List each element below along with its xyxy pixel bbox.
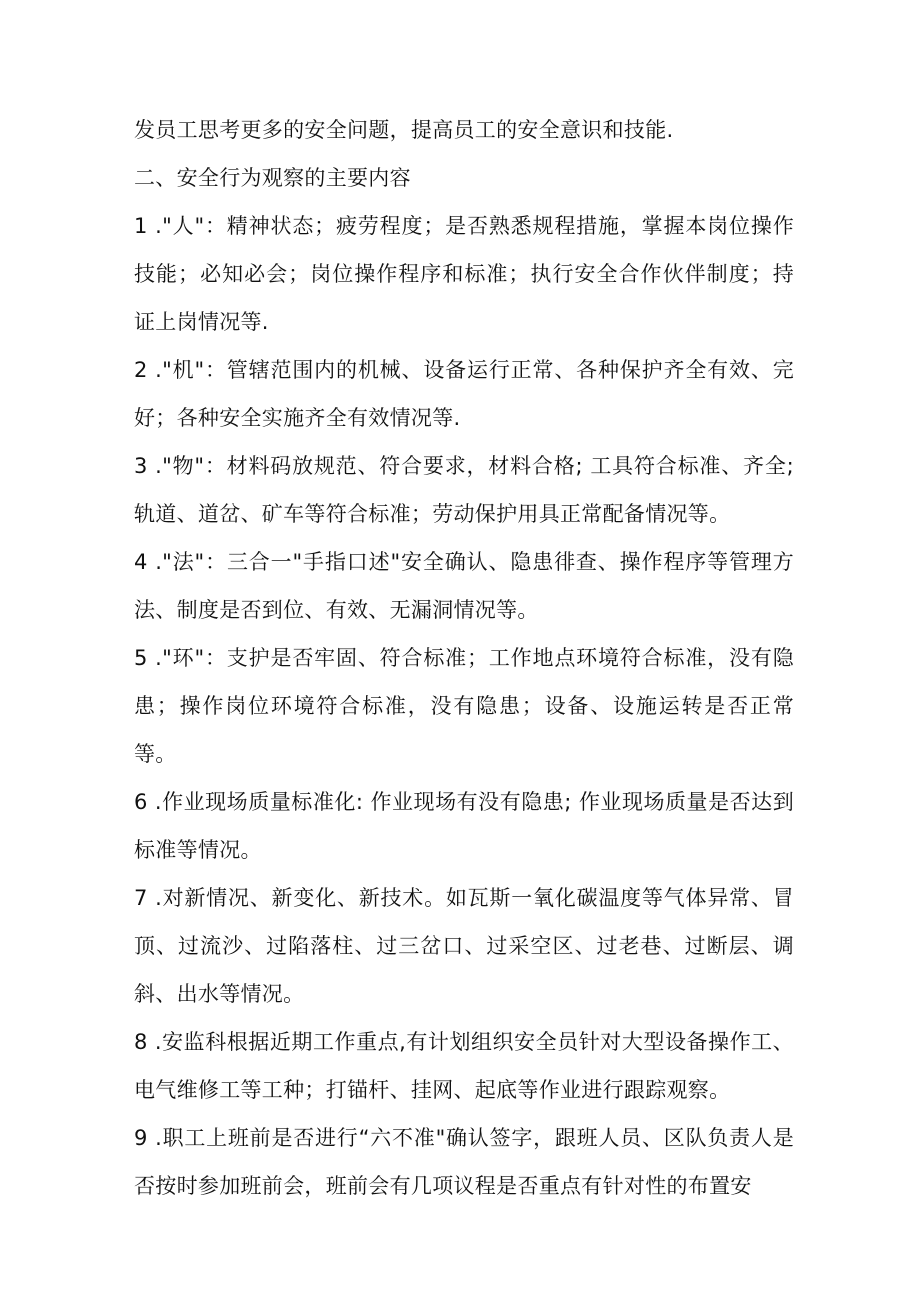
list-item-6-site-quality: 6 .作业现场质量标准化: 作业现场有没有隐患; 作业现场质量是否达到标准等情况。 xyxy=(134,790,794,862)
list-item-9-pre-shift-check: 9 .职工上班前是否进行“六不准"确认签字，跟班人员、区队负责人是否按时参加班前会，班前会有几项议程是否重点有针对性的布置安 xyxy=(134,1126,794,1198)
document-body xyxy=(134,106,794,1210)
paragraph-intro-continuation: 发员工思考更多的安全问题，提高员工的安全意识和技能. xyxy=(134,118,674,142)
list-item-7-new-situations: 7 .对新情况、新变化、新技术。如瓦斯一氧化碳温度等气体异常、冒顶、过流沙、过陷落柱、过三岔口、过采空区、过老巷、过断层、调斜、出水等情况。 xyxy=(134,886,794,1006)
section-heading-observation-content: 二、安全行为观察的主要内容 xyxy=(134,166,411,190)
list-item-4-methods: 4 ."法"：三合一"手指口述"安全确认、隐患徘查、操作程序等管理方法、制度是否到位、有效、无漏洞情况等。 xyxy=(134,550,794,622)
list-item-2-machines: 2 ."机"：管辖范围内的机械、设备运行正常、各种保护齐全有效、完好；各种安全实施齐全有效情况等. xyxy=(134,358,794,430)
list-item-8-tracking-observation: 8 .安监科根据近期工作重点,有计划组织安全员针对大型设备操作工、电气维修工等工种；打锚杆、挂网、起底等作业进行跟踪观察。 xyxy=(134,1030,794,1102)
list-item-5-environment: 5 ."环"：支护是否牢固、符合标准；工作地点环境符合标准，没有隐患；操作岗位环境符合标准，没有隐患；设备、设施运转是否正常等。 xyxy=(134,646,794,766)
list-item-1-people: 1 ."人"：精神状态；疲劳程度；是否熟悉规程措施，掌握本岗位操作技能；必知必会；岗位操作程序和标准；执行安全合作伙伴制度；持证上岗情况等. xyxy=(134,214,794,334)
list-item-3-materials: 3 ."物"：材料码放规范、符合要求，材料合格; 工具符合标准、齐全; 轨道、道岔、矿车等符合标准；劳动保护用具正常配备情况等。 xyxy=(134,454,794,526)
